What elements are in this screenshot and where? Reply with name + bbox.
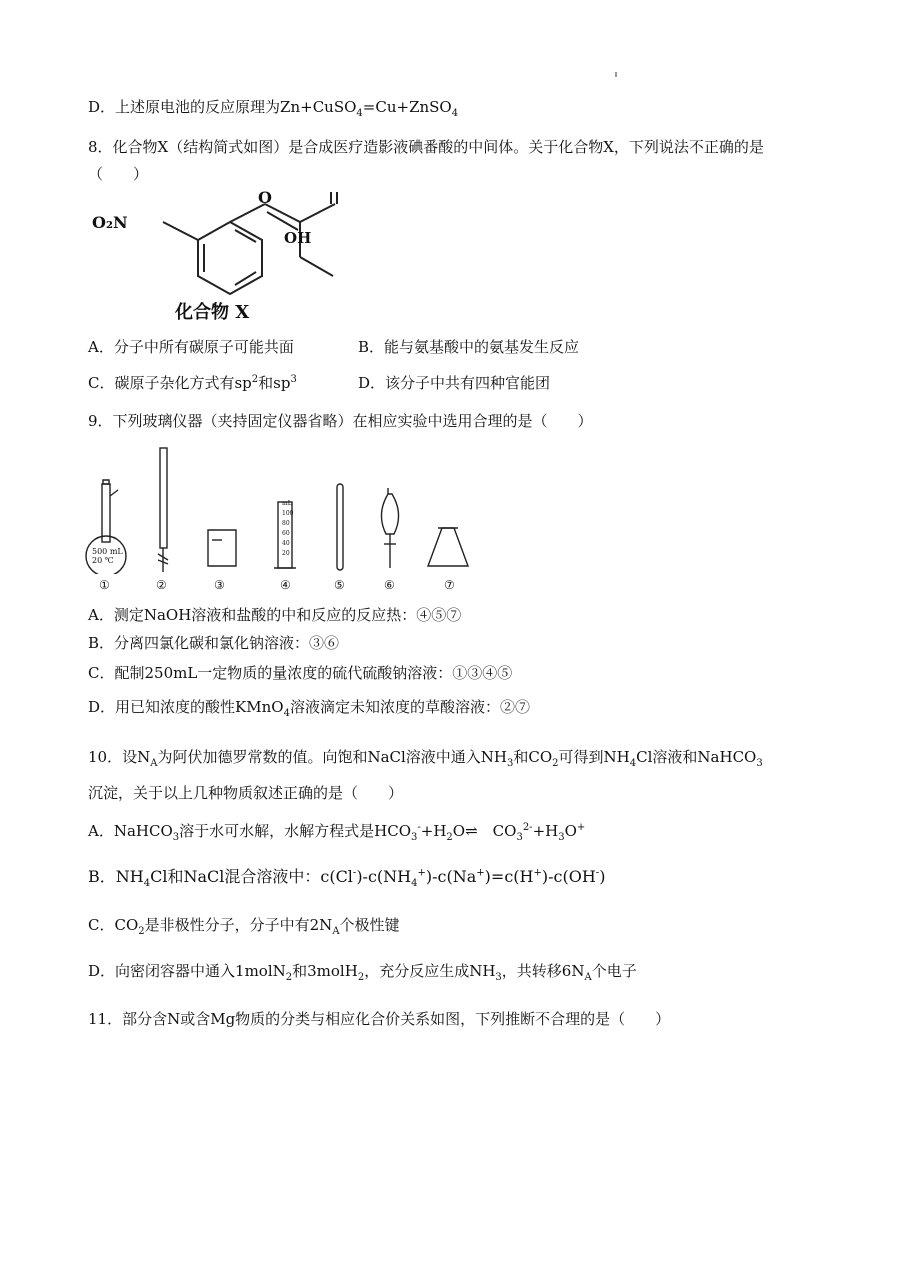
q10-option-c: C．$CO_2$是非极性分子，分子中有$2N_A$个极性键 bbox=[88, 916, 400, 937]
oh-label: OH bbox=[284, 229, 312, 247]
apparatus-6-number: ⑥ bbox=[384, 578, 395, 592]
apparatus-3-number: ③ bbox=[214, 578, 225, 592]
q9-option-b: B．分离四氯化碳和氯化钠溶液：③⑥ bbox=[88, 634, 340, 652]
apparatus-4-number: ④ bbox=[280, 578, 291, 592]
carbonyl-o-label: O bbox=[258, 188, 272, 207]
q8-option-d: D．该分子中共有四种官能团 bbox=[358, 374, 551, 392]
page-mark bbox=[615, 72, 617, 77]
cylinder-scale: mL 100 80 60 40 20 bbox=[282, 500, 294, 557]
q10-option-a: A．NaHCO$_3$溶于水可水解，水解方程式是$HCO_3^-+H_2O\rightleftharpoons$ $CO_3^{2-}+H_3O^+$ bbox=[88, 822, 586, 843]
q9-option-d: D．用已知浓度的酸性KMnO$_4$溶液滴定未知浓度的草酸溶液：②⑦ bbox=[88, 698, 530, 719]
no2-label: O₂N bbox=[92, 213, 128, 232]
q8-option-a: A．分子中所有碳原子可能共面 bbox=[88, 338, 294, 356]
compound-x-caption: 化合物 X bbox=[175, 302, 250, 323]
q9-stem: 9．下列玻璃仪器（夹持固定仪器省略）在相应实验中选用合理的是（ ） bbox=[88, 412, 593, 430]
apparatus-7-number: ⑦ bbox=[444, 578, 455, 592]
q10-option-b: B．$NH_4Cl$和NaCl混合溶液中：$c(Cl^-)-c(NH_4^+)-c(Na^+)=c(H^+)-c(OH^-)$ bbox=[88, 867, 606, 890]
q11-stem: 11．部分含N或含Mg物质的分类与相应化合价关系如图，下列推断不合理的是（ ） bbox=[88, 1010, 671, 1028]
q8-option-b: B．能与氨基酸中的氨基发生反应 bbox=[358, 338, 580, 356]
flask-volume-label: 500 mL 20 ℃ bbox=[92, 547, 123, 565]
q9-option-c: C．配制250mL一定物质的量浓度的硫代硫酸钠溶液：①③④⑤ bbox=[88, 664, 513, 682]
q8-answer-paren: （ ） bbox=[88, 165, 149, 183]
apparatus-1-number: ① bbox=[99, 578, 110, 592]
q10-stem-line2: 沉淀，关于以上几种物质叙述正确的是（ ） bbox=[88, 784, 404, 802]
q8-option-c: C．碳原子杂化方式有$sp^2$和$sp^3$ bbox=[88, 374, 297, 392]
apparatus-5-number: ⑤ bbox=[334, 578, 345, 592]
apparatus-2-number: ② bbox=[156, 578, 167, 592]
q10-stem-line1: 10．设$N_A$为阿伏加德罗常数的值。向饱和NaCl溶液中通入$NH_3$和$CO_2$可得到$NH_4Cl$溶液和NaHCO$_3$ bbox=[88, 748, 763, 769]
q8-stem: 8．化合物X（结构简式如图）是合成医疗造影液碘番酸的中间体。关于化合物X，下列说法不正确的是 bbox=[88, 138, 764, 156]
q10-option-d: D．向密闭容器中通入1molN$_2$和3molH$_2$，充分反应生成$NH_3$，共转移$6N_A$个电子 bbox=[88, 962, 637, 983]
q9-option-a: A．测定NaOH溶液和盐酸的中和反应的反应热：④⑤⑦ bbox=[88, 606, 462, 624]
q7-option-d: D．上述原电池的反应原理为Zn+CuSO$_4$=Cu+ZnSO$_4$ bbox=[88, 98, 459, 119]
